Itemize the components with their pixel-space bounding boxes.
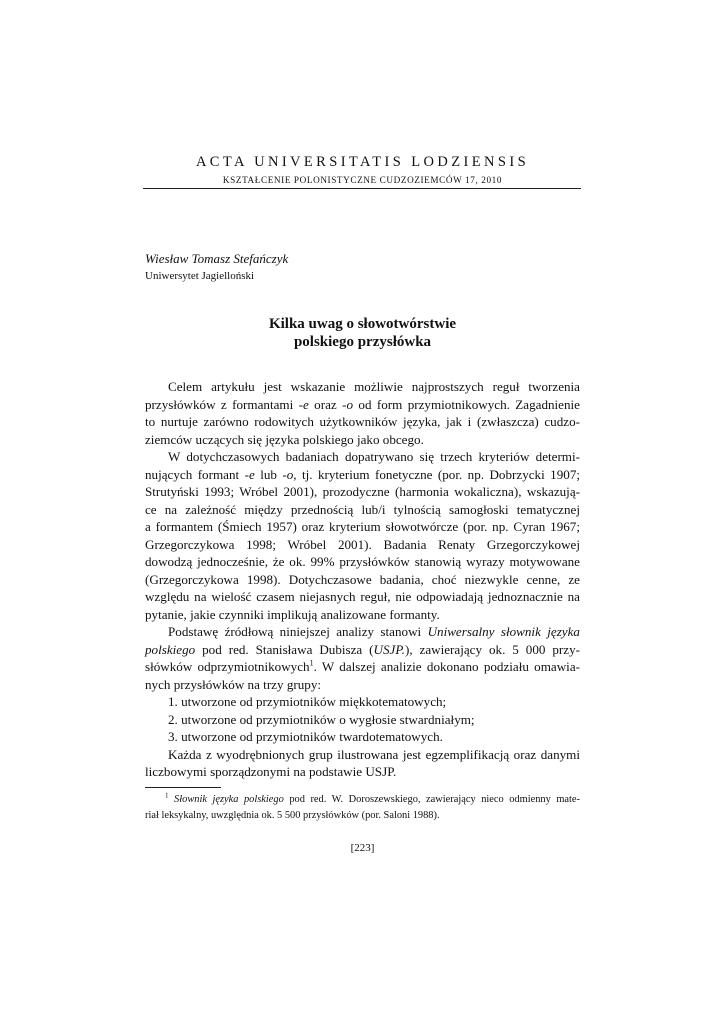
- article-title: [145, 315, 580, 351]
- body-line: słówków odprzymiotnikowych$^1$. W dalszej analizie dokonano podziału omawia-: [145, 658, 580, 674]
- journal-title: ACTA UNIVERSITATIS LODZIENSIS: [195, 154, 530, 170]
- footnote: [145, 792, 580, 823]
- list-item: 1. utworzone od przymiotników miękkotematowych;: [168, 694, 447, 709]
- body-line: a formantem (Śmiech 1957) oraz kryterium słowotwórcze (por. np. Cyran 1967;: [145, 519, 580, 534]
- body-line: względu na wielość czasem niejasnych reguł, nie odpowiadają jednoznacznie na: [145, 589, 580, 604]
- author-name: Wiesław Tomasz Stefańczyk: [145, 251, 289, 266]
- body-line: to nurtuje zarówno rodowitych użytkowników języka, jak i (zwłaszcza) cudzo-: [145, 414, 580, 429]
- body-line: Każda z wyodrębnionych grup ilustrowana jest egzemplifikacją oraz danymi: [168, 746, 580, 762]
- body-line: Celem artykułu jest wskazanie możliwie najprostszych reguł tworzenia: [168, 379, 580, 394]
- body-line: dowodzą jednocześnie, że ok. 99% przysłówków stanowią wyrazy motywowane: [145, 554, 580, 569]
- body-line: ziemców uczących się języka polskiego jako obcego.: [145, 431, 424, 447]
- body-line: przysłówków z formantami -e oraz -o od form przymiotnikowych. Zagadnienie: [145, 396, 580, 412]
- body-line: Grzegorczykowa 1998; Wróbel 2001). Badania Renaty Grzegorczykowej: [145, 536, 580, 552]
- body-line: ce na zależność między przednością lub/i tylnością samogłoski tematycznej: [145, 501, 580, 517]
- author-affiliation: Uniwersytet Jagielloński: [145, 270, 255, 282]
- body-line: Strutyński 1993; Wróbel 2001), prozodyczne (harmonia wokaliczna), wskazują-: [145, 484, 580, 499]
- body-line: liczbowymi sporządzonymi na podstawie USJP.: [145, 764, 397, 779]
- journal-series: KSZTAŁCENIE POLONISTYCZNE CUDZOZIEMCÓW 17, 2010: [222, 175, 503, 185]
- article-title-line: Kilka uwag o słowotwórstwie: [268, 316, 457, 332]
- article-title-line: polskiego przysłówka: [293, 334, 432, 350]
- body-line: Podstawę źródłową niniejszej analizy stanowi Uniwersalny słownik języka: [168, 624, 580, 639]
- body-line: (Grzegorczykowa 1998). Dotychczasowe badania, choć niezwykle cenne, ze: [145, 571, 580, 587]
- page-number: [223]: [350, 842, 375, 854]
- header-rule: [143, 188, 581, 189]
- list-item: 2. utworzone od przymiotników o wygłosie stwardniałym;: [168, 711, 475, 727]
- body-line: nych przysłówków na trzy grupy:: [145, 676, 321, 692]
- body-line: polskiego pod red. Stanisława Dubisza (USJP.), zawierający ok. 5 000 przy-: [145, 641, 580, 657]
- footnote-line: $^1$ Słownik języka polskiego pod red. W. Doroszewskiego, zawierający nieco odmienny mate-: [165, 791, 580, 805]
- list-item: 3. utworzone od przymiotników twardotematowych.: [168, 729, 443, 744]
- footnote-ref[interactable]: 1: [309, 658, 314, 668]
- footnote-line: riał leksykalny, uwzględnia ok. 5 500 przysłówków (por. Saloni 1988).: [145, 809, 440, 821]
- article-body: [145, 378, 580, 781]
- body-line: pytanie, jakie czynniki implikują analizowane formanty.: [145, 606, 440, 622]
- footnote-mark: 1: [165, 791, 169, 800]
- body-line: nujących formant -e lub -o, tj. kryterium fonetyczne (por. np. Dobrzycki 1907;: [145, 466, 580, 482]
- footnote-rule: [145, 787, 221, 788]
- body-line: W dotychczasowych badaniach dopatrywano się trzech kryteriów determi-: [168, 449, 580, 464]
